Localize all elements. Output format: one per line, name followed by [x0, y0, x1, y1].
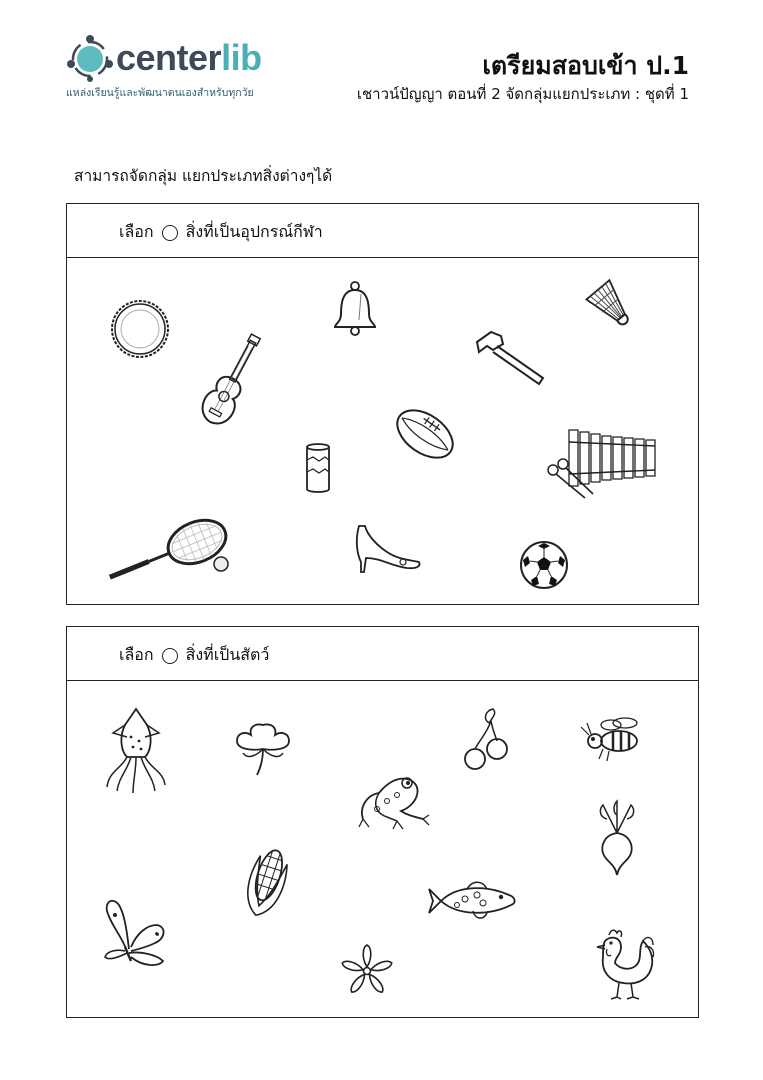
beet-icon[interactable]: [593, 797, 641, 877]
butterfly-icon[interactable]: [101, 895, 171, 971]
question-header: [67, 627, 698, 681]
logo-molecule-icon: [66, 34, 114, 82]
question-header: [67, 204, 698, 258]
page-title: เตรียมสอบเข้า ป.1: [482, 51, 689, 80]
page-subtitle: เชาวน์ปัญญา ตอนที่ 2 จัดกลุ่มแยกประเภท : ชุดที่ 1: [356, 85, 689, 103]
soccer-ball-icon[interactable]: [519, 540, 569, 590]
question-text: สิ่งที่เป็นอุปกรณ์กีฬา: [185, 222, 323, 241]
choose-label: เลือก: [119, 645, 154, 664]
instruction-text: สามารถจัดกลุ่ม แยกประเภทสิ่งต่างๆได้: [74, 167, 333, 185]
bee-icon[interactable]: [577, 717, 643, 763]
question-box-animals: [66, 626, 699, 1018]
squid-icon[interactable]: [103, 707, 169, 795]
clover-icon[interactable]: [231, 721, 295, 777]
guitar-icon[interactable]: [195, 330, 265, 435]
question-text: สิ่งที่เป็นสัตว์: [185, 645, 270, 664]
choose-label: เลือก: [119, 222, 154, 241]
answer-circle[interactable]: [162, 648, 178, 664]
centerlib-logo: [66, 34, 296, 104]
cherries-icon[interactable]: [463, 705, 511, 773]
frog-icon[interactable]: [357, 767, 433, 831]
corn-icon[interactable]: [237, 841, 297, 921]
tennis-racket-icon[interactable]: [97, 514, 233, 574]
question-box-sports: [66, 203, 699, 605]
logo-wordmark: centerlib: [116, 37, 262, 78]
plate-icon[interactable]: [109, 298, 171, 360]
rooster-icon[interactable]: [591, 927, 657, 1001]
flower-icon[interactable]: [337, 943, 397, 999]
logo-tagline: แหล่งเรียนรู้และพัฒนาตนเองสำหรับทุกวัย: [66, 87, 254, 99]
bell-icon[interactable]: [331, 280, 379, 338]
hammer-icon[interactable]: [473, 328, 547, 388]
soda-can-icon[interactable]: [303, 442, 333, 494]
fish-icon[interactable]: [427, 877, 521, 925]
xylophone-icon[interactable]: [545, 428, 657, 502]
answer-circle[interactable]: [162, 225, 178, 241]
shuttlecock-icon[interactable]: [585, 280, 643, 338]
rugby-ball-icon[interactable]: [393, 404, 457, 464]
high-heel-icon[interactable]: [351, 522, 423, 574]
